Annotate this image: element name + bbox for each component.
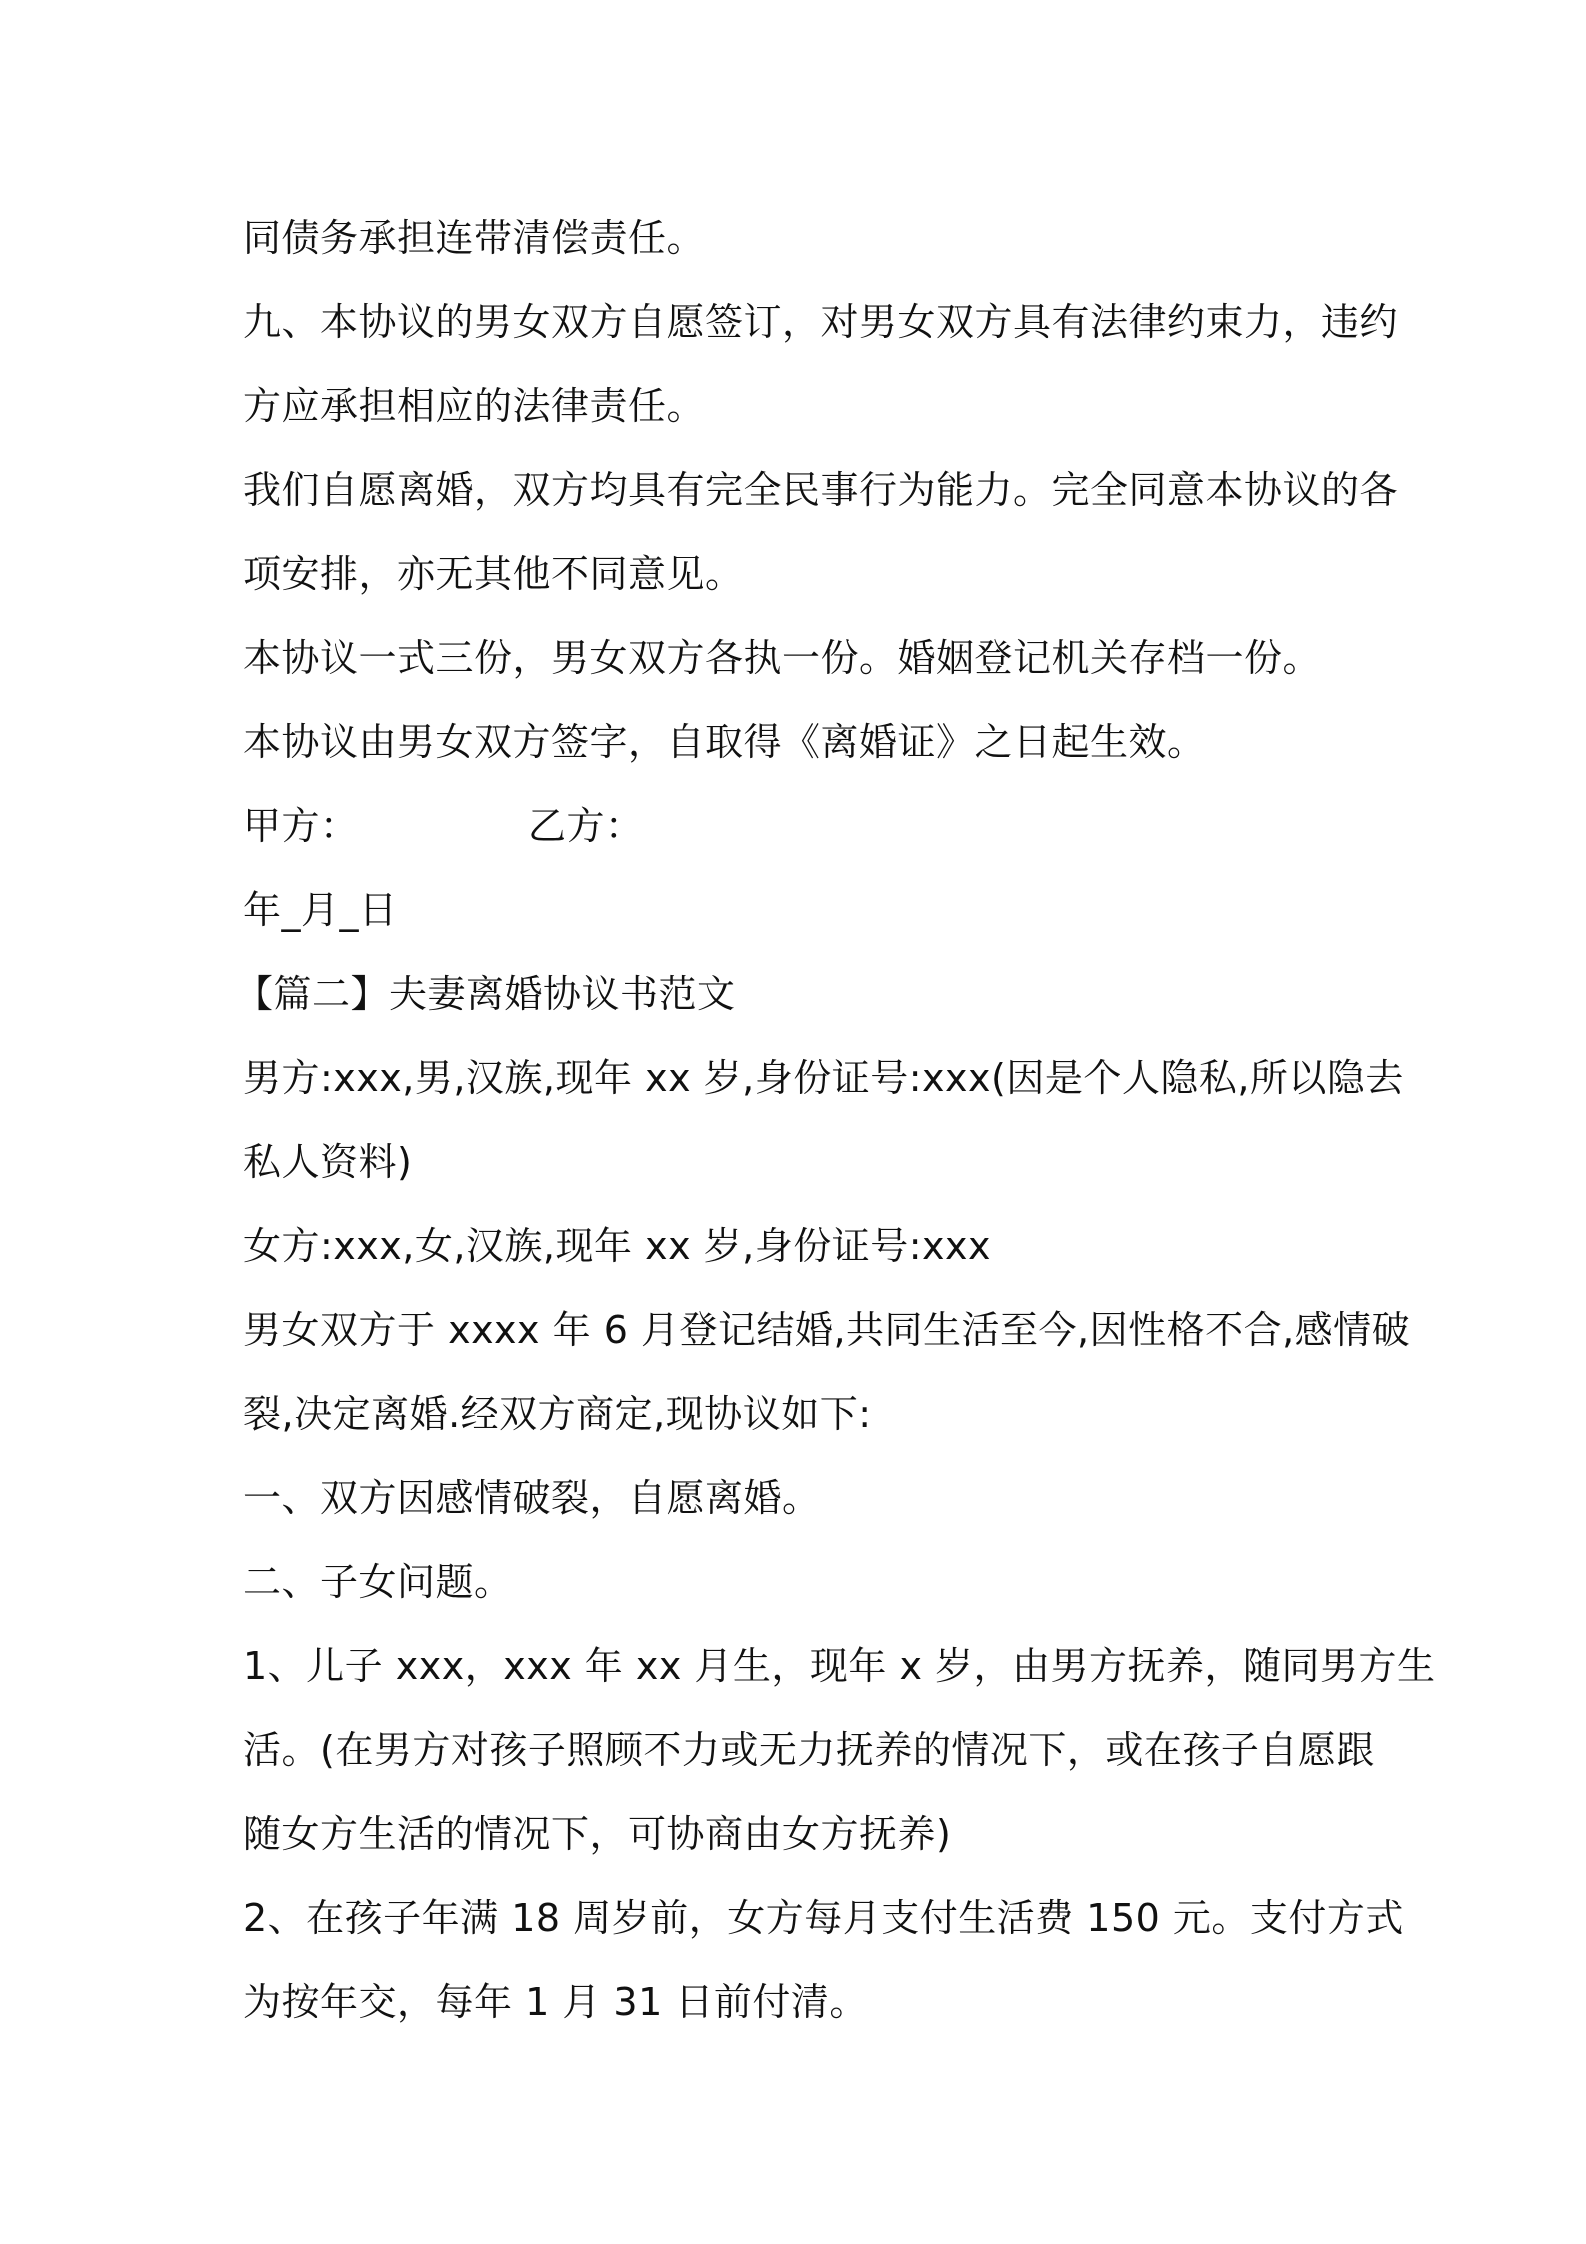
paragraph-line: 私人资料) (243, 1140, 413, 1184)
paragraph-line: 同债务承担连带清偿责任。 (243, 216, 706, 260)
paragraph-line: 男女双方于 xxxx 年 6 月登记结婚,共同生活至今,因性格不合,感情破 (243, 1308, 1411, 1352)
party-b-signature-label: 乙方： (528, 804, 644, 848)
paragraph-line: 男方:xxx,男,汉族,现年 xx 岁,身份证号:xxx(因是个人隐私,所以隐去 (243, 1056, 1404, 1100)
paragraph-line: 方应承担相应的法律责任。 (243, 384, 706, 428)
paragraph-line: 本协议一式三份，男女双方各执一份。婚姻登记机关存档一份。 (243, 636, 1322, 680)
paragraph-line: 活。(在男方对孩子照顾不力或无力抚养的情况下，或在孩子自愿跟 (243, 1728, 1375, 1772)
section-heading: 【篇二】夫妻离婚协议书范文 (235, 972, 736, 1016)
paragraph-line: 我们自愿离婚，双方均具有完全民事行为能力。完全同意本协议的各 (243, 468, 1399, 512)
paragraph-line: 项安排，亦无其他不同意见。 (243, 552, 744, 596)
paragraph-line: 本协议由男女双方签字，自取得《离婚证》之日起生效。 (243, 720, 1206, 764)
paragraph-line: 二、子女问题。 (243, 1560, 513, 1604)
signature-row (243, 784, 1383, 868)
document-body (235, 196, 1436, 2044)
paragraph-line: 1、儿子 xxx，xxx 年 xx 月生，现年 x 岁，由男方抚养，随同男方生 (243, 1644, 1436, 1688)
paragraph-line: 随女方生活的情况下，可协商由女方抚养) (243, 1812, 952, 1856)
paragraph-line: 一、双方因感情破裂，自愿离婚。 (243, 1476, 821, 1520)
paragraph-line: 裂,决定离婚.经双方商定,现协议如下: (243, 1392, 872, 1436)
paragraph-line: 女方:xxx,女,汉族,现年 xx 岁,身份证号:xxx (243, 1224, 991, 1268)
paragraph-line: 九、本协议的男女双方自愿签订，对男女双方具有法律约束力，违约 (243, 300, 1399, 344)
party-a-signature-label: 甲方： (243, 804, 359, 848)
paragraph-line: 为按年交，每年 1 月 31 日前付清。 (243, 1980, 868, 2024)
date-line: 年_月_日 (243, 888, 398, 932)
paragraph-line: 2、在孩子年满 18 周岁前，女方每月支付生活费 150 元。支付方式 (243, 1896, 1404, 1940)
